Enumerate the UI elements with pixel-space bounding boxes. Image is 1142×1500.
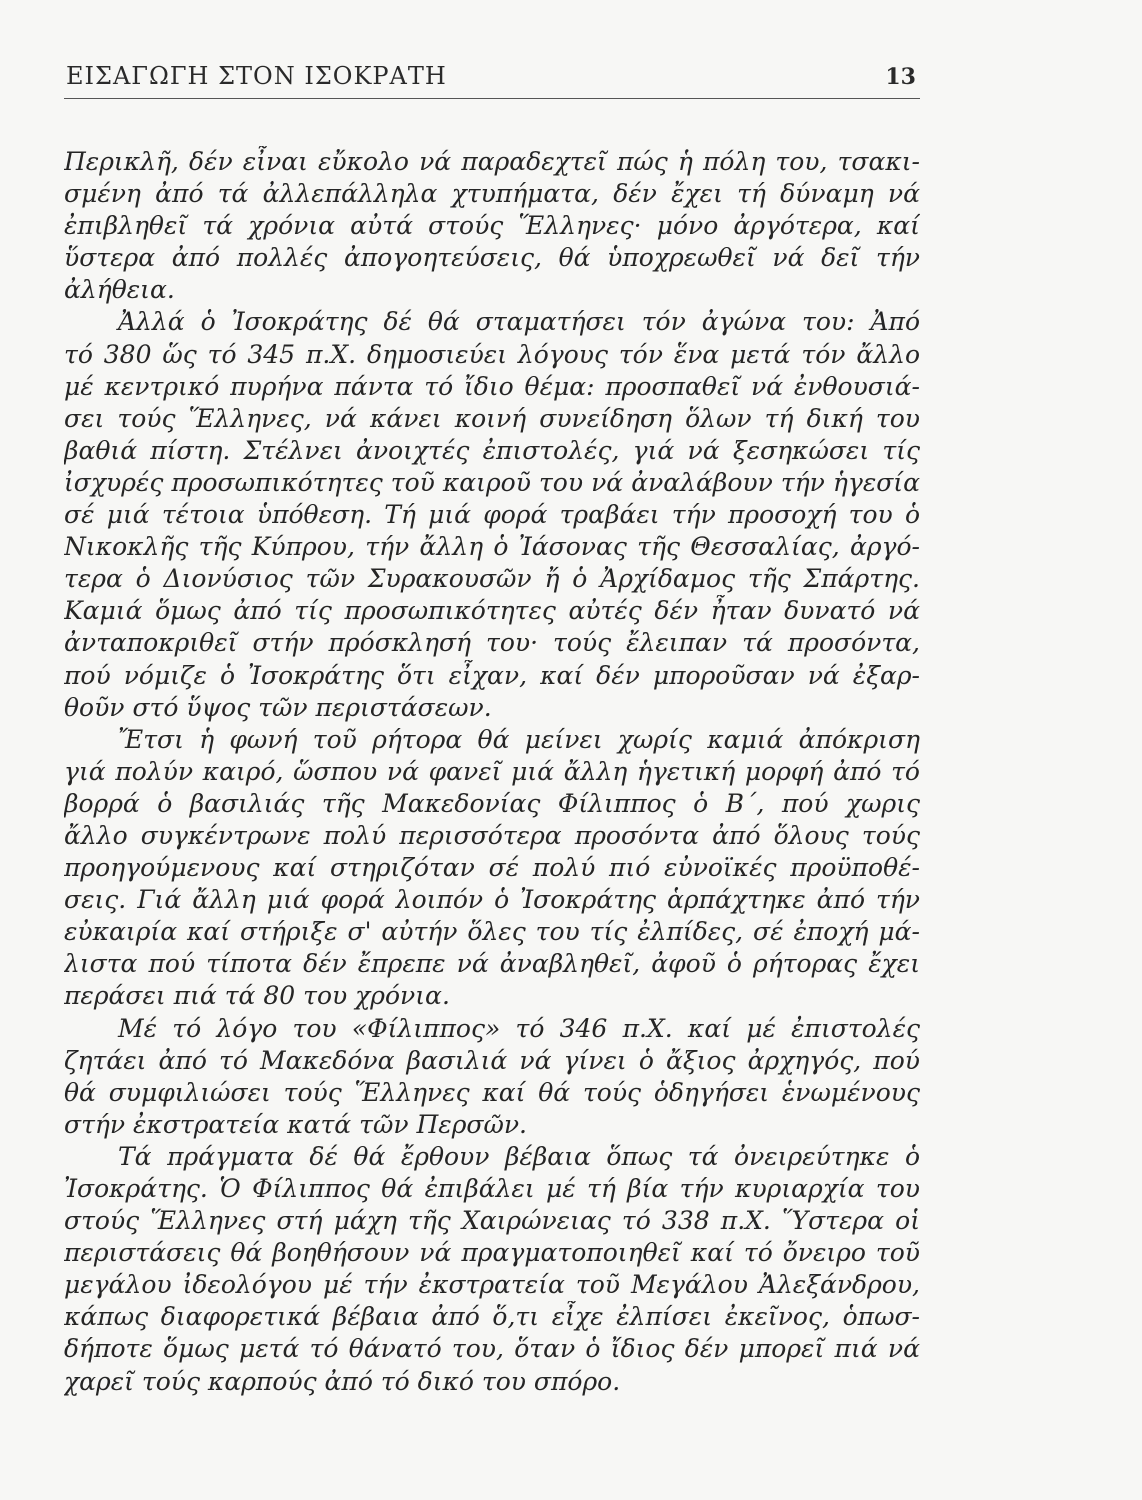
text-line: Ἔτσι ἡ φωνή τοῦ ρήτορα θά μείνει χωρίς καμιά ἀπόκριση xyxy=(118,724,920,754)
page-number: 13 xyxy=(885,64,916,90)
text-line: Νικοκλῆς τῆς Κύπρου, τήν ἄλλη ὁ Ἰάσονας τῆς Θεσσαλίας, ἀργό- xyxy=(64,532,920,562)
running-title: ΕΙΣΑΓΩΓΗ ΣΤΟΝ ΙΣΟΚΡΑΤΗ xyxy=(66,62,447,90)
text-line: ζητάει ἀπό τό Μακεδόνα βασιλιά νά γίνει ὁ ἄξιος ἀρχηγός, πού xyxy=(64,1045,920,1075)
text-line: βορρά ὁ βασιλιάς τῆς Μακεδονίας Φίλιππος ὁ Β΄, πού χωρις xyxy=(64,788,920,818)
body-text xyxy=(64,146,920,1398)
text-line: Ἀλλά ὁ Ἰσοκράτης δέ θά σταματήσει τόν ἀγώνα του: Ἀπό xyxy=(118,307,920,337)
text-line: ἀνταποκριθεῖ στήν πρόσκλησή του· τούς ἔλειπαν τά προσόντα, xyxy=(64,628,920,658)
text-line: θά συμφιλιώσει τούς Ἕλληνες καί θά τούς ὁδηγήσει ἑνωμένους xyxy=(64,1077,920,1107)
text-line: λιστα πού τίποτα δέν ἔπρεπε νά ἀναβληθεῖ, ἀφοῦ ὁ ρήτορας ἔχει xyxy=(64,949,920,979)
text-line: στήν ἐκστρατεία κατά τῶν Περσῶν. xyxy=(64,1109,527,1139)
text-line: περιστάσεις θά βοηθήσουν νά πραγματοποιηθεῖ καί τό ὄνειρο τοῦ xyxy=(64,1238,920,1268)
text-line: τερα ὁ Διονύσιος τῶν Συρακουσῶν ἤ ὁ Ἀρχίδαμος τῆς Σπάρτης. xyxy=(64,564,920,594)
text-line: δήποτε ὅμως μετά τό θάνατό του, ὅταν ὁ ἴδιος δέν μπορεῖ πιά νά xyxy=(64,1334,920,1364)
text-line: μέ κεντρικό πυρήνα πάντα τό ἴδιο θέμα: προσπαθεῖ νά ἐνθουσιά- xyxy=(64,371,920,401)
text-line: Μέ τό λόγο του «Φίλιππος» τό 346 π.Χ. καί μέ ἐπιστολές xyxy=(118,1013,920,1043)
text-line: σεις. Γιά ἄλλη μιά φορά λοιπόν ὁ Ἰσοκράτης ἁρπάχτηκε ἀπό τήν xyxy=(64,885,920,915)
text-line: χαρεῖ τούς καρπούς ἀπό τό δικό του σπόρο. xyxy=(64,1366,621,1396)
text-line: σμένη ἀπό τά ἀλλεπάλληλα χτυπήματα, δέν ἔχει τή δύναμη νά xyxy=(64,179,920,209)
text-line: στούς Ἕλληνες στή μάχη τῆς Χαιρώνειας τό 338 π.Χ. Ὕστερα οἱ xyxy=(64,1206,920,1236)
text-line: Περικλῆ, δέν εἶναι εὔκολο νά παραδεχτεῖ πώς ἡ πόλη του, τσακι- xyxy=(64,147,920,176)
text-line: ἐπιβληθεῖ τά χρόνια αὐτά στούς Ἕλληνες· μόνο ἀργότερα, καί xyxy=(64,211,920,241)
text-line: ἰσχυρές προσωπικότητες τοῦ καιροῦ του νά ἀναλάβουν τήν ἡγεσία xyxy=(64,467,920,497)
text-line: προηγούμενους καί στηριζόταν σέ πολύ πιό εὐνοϊκές προϋποθέ- xyxy=(64,853,920,883)
text-line: μεγάλου ἰδεολόγου μέ τήν ἐκστρατεία τοῦ Μεγάλου Ἀλεξάνδρου, xyxy=(64,1270,920,1300)
text-line: περάσει πιά τά 80 του χρόνια. xyxy=(64,981,450,1011)
text-line: θοῦν στό ὕψος τῶν περιστάσεων. xyxy=(64,692,492,722)
text-line: γιά πολύν καιρό, ὥσπου νά φανεῖ μιά ἄλλη ἡγετική μορφή ἀπό τό xyxy=(64,756,920,786)
text-line: βαθιά πίστη. Στέλνει ἀνοιχτές ἐπιστολές, γιά νά ξεσηκώσει τίς xyxy=(64,435,920,465)
text-line: ὕστερα ἀπό πολλές ἀπογοητεύσεις, θά ὑποχρεωθεῖ νά δεῖ τήν xyxy=(64,243,920,273)
text-line: Τά πράγματα δέ θά ἔρθουν βέβαια ὅπως τά ὀνειρεύτηκε ὁ xyxy=(118,1141,920,1171)
text-line: Καμιά ὅμως ἀπό τίς προσωπικότητες αὐτές δέν ἦταν δυνατό νά xyxy=(64,596,920,626)
text-line: Ἰσοκράτης. Ὁ Φίλιππος θά ἐπιβάλει μέ τή βία τήν κυριαρχία του xyxy=(64,1174,920,1203)
text-line: πού νόμιζε ὁ Ἰσοκράτης ὅτι εἶχαν, καί δέν μποροῦσαν νά ἐξαρ- xyxy=(64,660,920,690)
text-line: εὐκαιρία καί στήριξε σ' αὐτήν ὅλες του τίς ἐλπίδες, σέ ἐποχή μά- xyxy=(64,917,920,947)
text-line: ἄλλο συγκέντρωνε πολύ περισσότερα προσόντα ἀπό ὅλους τούς xyxy=(64,820,920,850)
page-header xyxy=(64,58,920,99)
text-line: σέ μιά τέτοια ὑπόθεση. Τή μιά φορά τραβάει τήν προσοχή του ὁ xyxy=(64,500,920,530)
text-line: κάπως διαφορετικά βέβαια ἀπό ὅ,τι εἶχε ἐλπίσει ἐκεῖνος, ὁπωσ- xyxy=(64,1302,920,1332)
text-line: τό 380 ὥς τό 345 π.Χ. δημοσιεύει λόγους τόν ἕνα μετά τόν ἄλλο xyxy=(64,339,920,369)
text-line: ἀλήθεια. xyxy=(64,275,175,305)
text-line: σει τούς Ἕλληνες, νά κάνει κοινή συνείδηση ὅλων τή δική του xyxy=(64,403,920,433)
